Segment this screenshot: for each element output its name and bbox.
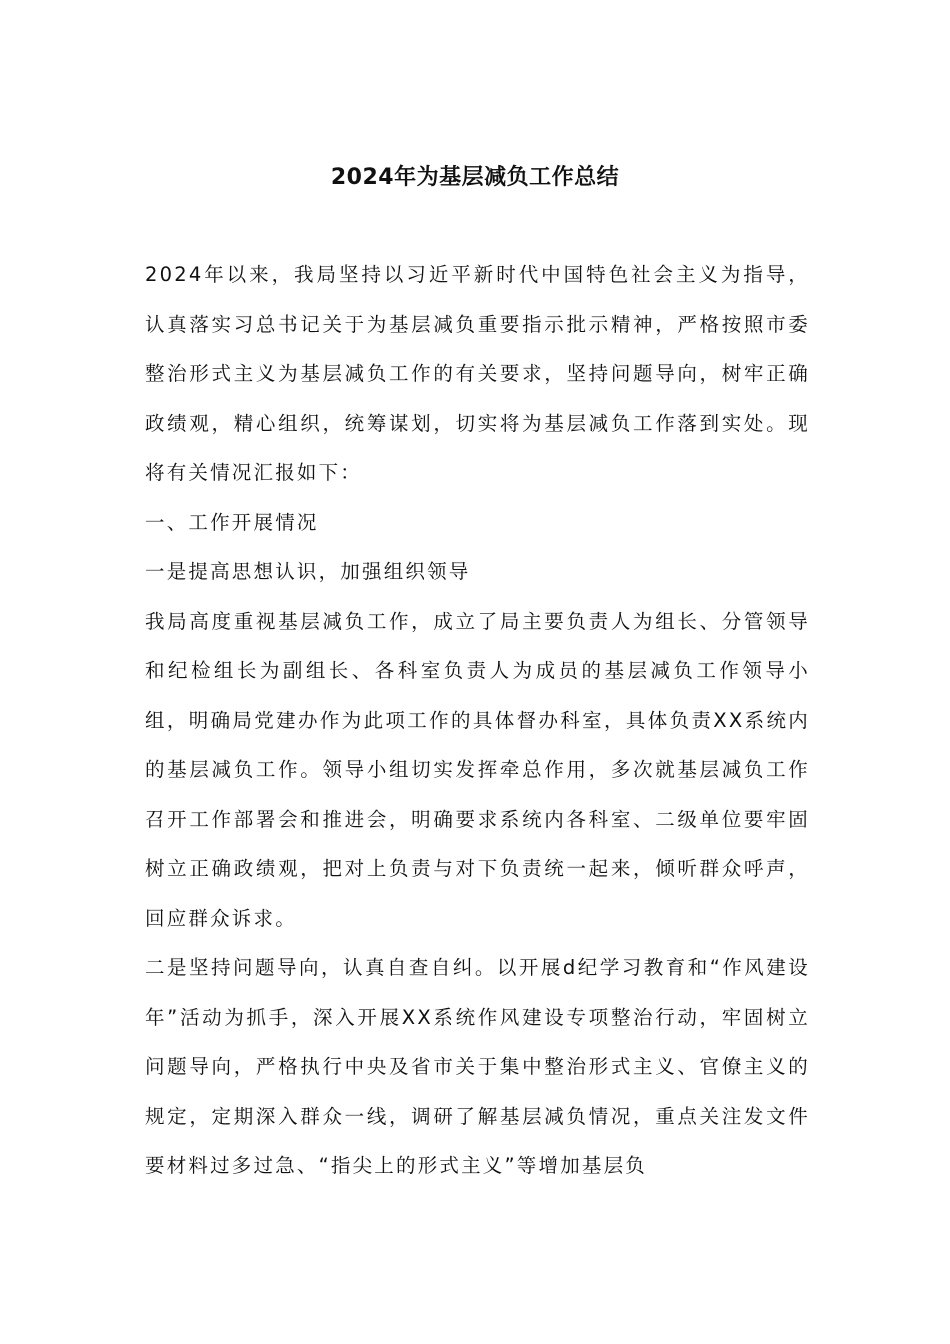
body-paragraph: 我局高度重视基层减负工作，成立了局主要负责人为组长、分管领导和纪检组长为副组长、各科室负责人为成员的基层减负工作领导小组，明确局党建办作为此项工作的具体督办科室，具体负责XX系统内的基层减负工作。领导小组切实发挥牵总作用，多次就基层减负工作召开工作部署会和推进会，明确要求系统内各科室、二级单位要牢固树立正确政绩观，把对上负责与对下负责统一起来，倾听群众呼声，回应群众诉求。 — [145, 609, 810, 930]
document-body — [145, 250, 810, 1191]
section-heading: 一、工作开展情况 — [145, 510, 319, 534]
body-paragraph: 二是坚持问题导向，认真自查自纠。以开展d纪学习教育和“作风建设年”活动为抓手，深入开展XX系统作风建设专项整治行动，牢固树立问题导向，严格执行中央及省市关于集中整治形式主义、官僚主义的规定，定期深入群众一线，调研了解基层减负情况，重点关注发文件要材料过多过急、“指尖上的形式主义”等增加基层负 — [145, 956, 810, 1177]
intro-paragraph: 2024年以来，我局坚持以习近平新时代中国特色社会主义为指导，认真落实习总书记关于为基层减负重要指示批示精神，严格按照市委整治形式主义为基层减负工作的有关要求，坚持问题导向，树牢正确政绩观，精心组织，统筹谋划，切实将为基层减负工作落到实处。现将有关情况汇报如下： — [145, 263, 810, 484]
subsection-heading: 一是提高思想认识，加强组织领导 — [145, 560, 471, 583]
document-title: 2024年为基层减负工作总结 — [330, 165, 620, 190]
